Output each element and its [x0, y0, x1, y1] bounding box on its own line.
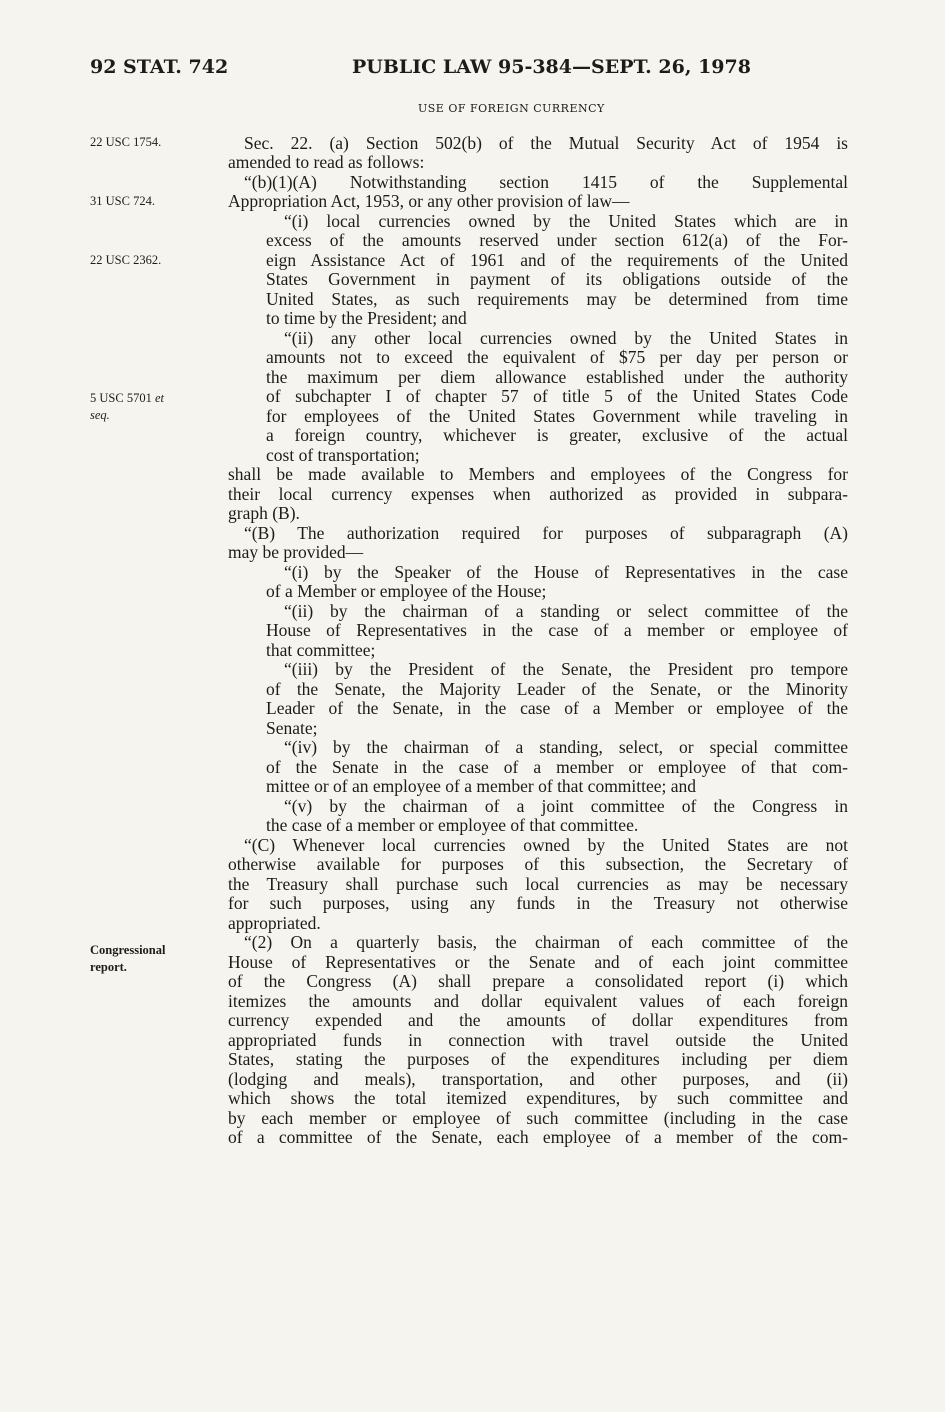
text-line: of the Senate in the case of a member or employee of that com- — [266, 757, 848, 777]
text-line: “(C) Whenever local currencies owned by the United States are not — [244, 835, 848, 855]
margin-note-5usc5701 — [90, 390, 164, 424]
text-line: the case of a member or employee of that committee. — [266, 815, 639, 835]
text-line: Appropriation Act, 1953, or any other provision of law— — [228, 191, 630, 211]
text-line: to time by the President; and — [266, 308, 467, 328]
text-line: Sec. 22. (a) Section 502(b) of the Mutual Security Act of 1954 is — [244, 133, 848, 153]
page-reference: 92 STAT. 742 — [90, 56, 229, 78]
text-line: “(v) by the chairman of a joint committee of the Congress in — [284, 796, 848, 816]
text-line: States Government in payment of its obligations outside of the — [266, 269, 848, 289]
text-line: by each member or employee of such committee (including in the case — [228, 1108, 848, 1128]
margin-note-congressional: Congressional — [90, 943, 166, 957]
text-line: excess of the amounts reserved under section 612(a) of the For- — [266, 230, 848, 250]
text-line: “(iv) by the chairman of a standing, select, or special committee — [284, 737, 848, 757]
text-line: a foreign country, whichever is greater, exclusive of the actual — [266, 425, 848, 445]
text-line: “(i) by the Speaker of the House of Representatives in the case — [284, 562, 848, 582]
text-line: for employees of the United States Government while traveling in — [266, 406, 848, 426]
text-line: cost of transportation; — [266, 445, 420, 465]
text-line: of subchapter I of chapter 57 of title 5 of the United States Code — [266, 386, 848, 406]
text-line: House of Representatives in the case of a member or employee of — [266, 620, 848, 640]
law-title: PUBLIC LAW 95-384—SEPT. 26, 1978 — [352, 56, 751, 78]
text-line: otherwise available for purposes of this subsection, the Secretary of — [228, 854, 848, 874]
text-line: “(i) local currencies owned by the United States which are in — [284, 211, 848, 231]
text-line: currency expended and the amounts of dollar expenditures from — [228, 1010, 848, 1030]
text-line: may be provided— — [228, 542, 364, 562]
text-line: itemizes the amounts and dollar equivalent values of each foreign — [228, 991, 848, 1011]
text-line: House of Representatives or the Senate and of each joint committee — [228, 952, 848, 972]
text-line: Leader of the Senate, in the case of a Member or employee of the — [266, 698, 848, 718]
margin-note-report: report. — [90, 960, 127, 974]
text-line: appropriated funds in connection with travel outside the United — [228, 1030, 848, 1050]
text-line: Senate; — [266, 718, 318, 738]
margin-note-22usc2362: 22 USC 2362. — [90, 253, 162, 267]
margin-note-22usc1754: 22 USC 1754. — [90, 135, 162, 149]
text-line: “(ii) by the chairman of a standing or select committee of the — [284, 601, 848, 621]
text-line: of the Senate, the Majority Leader of the Senate, or the Minority — [266, 679, 848, 699]
text-line: “(2) On a quarterly basis, the chairman of each committee of the — [244, 932, 848, 952]
text-line: of the Congress (A) shall prepare a consolidated report (i) which — [228, 971, 848, 991]
margin-note-congressional-report — [90, 942, 165, 976]
text-line: appropriated. — [228, 913, 321, 933]
text-line: United States, as such requirements may be determined from time — [266, 289, 848, 309]
text-line: the maximum per diem allowance established under the authority — [266, 367, 848, 387]
text-line: graph (B). — [228, 503, 300, 523]
text-line: mittee or of an employee of a member of that committee; and — [266, 776, 697, 796]
text-line: “(ii) any other local currencies owned by the United States in — [284, 328, 848, 348]
text-line: the Treasury shall purchase such local currencies as may be necessary — [228, 874, 848, 894]
text-line: (lodging and meals), transportation, and other purposes, and (ii) — [228, 1069, 848, 1089]
text-line: eign Assistance Act of 1961 and of the requirements of the United — [266, 250, 848, 270]
text-line: of a committee of the Senate, each employee of a member of the com- — [228, 1127, 848, 1147]
margin-note-seq: seq. — [90, 408, 110, 422]
margin-note-citation: 5 USC 5701 — [90, 391, 152, 405]
text-line: that committee; — [266, 640, 376, 660]
text-line: “(b)(1)(A) Notwithstanding section 1415 of the Supplemental — [244, 172, 848, 192]
text-line: shall be made available to Members and employees of the Congress for — [228, 464, 848, 484]
text-line: which shows the total itemized expenditures, by such committee and — [228, 1088, 848, 1108]
margin-note-31usc724: 31 USC 724. — [90, 194, 155, 208]
text-line: amounts not to exceed the equivalent of $75 per day per person or — [266, 347, 848, 367]
margin-note-et: et — [154, 391, 164, 405]
text-line: their local currency expenses when authorized as provided in subpara- — [228, 484, 848, 504]
text-line: States, stating the purposes of the expenditures including per diem — [228, 1049, 848, 1069]
text-line: amended to read as follows: — [228, 152, 425, 172]
text-line: for such purposes, using any funds in the Treasury not otherwise — [228, 893, 848, 913]
text-line: “(iii) by the President of the Senate, the President pro tempore — [284, 659, 848, 679]
text-line: of a Member or employee of the House; — [266, 581, 547, 601]
text-line: “(B) The authorization required for purposes of subparagraph (A) — [244, 523, 848, 543]
section-heading: USE OF FOREIGN CURRENCY — [418, 102, 605, 115]
